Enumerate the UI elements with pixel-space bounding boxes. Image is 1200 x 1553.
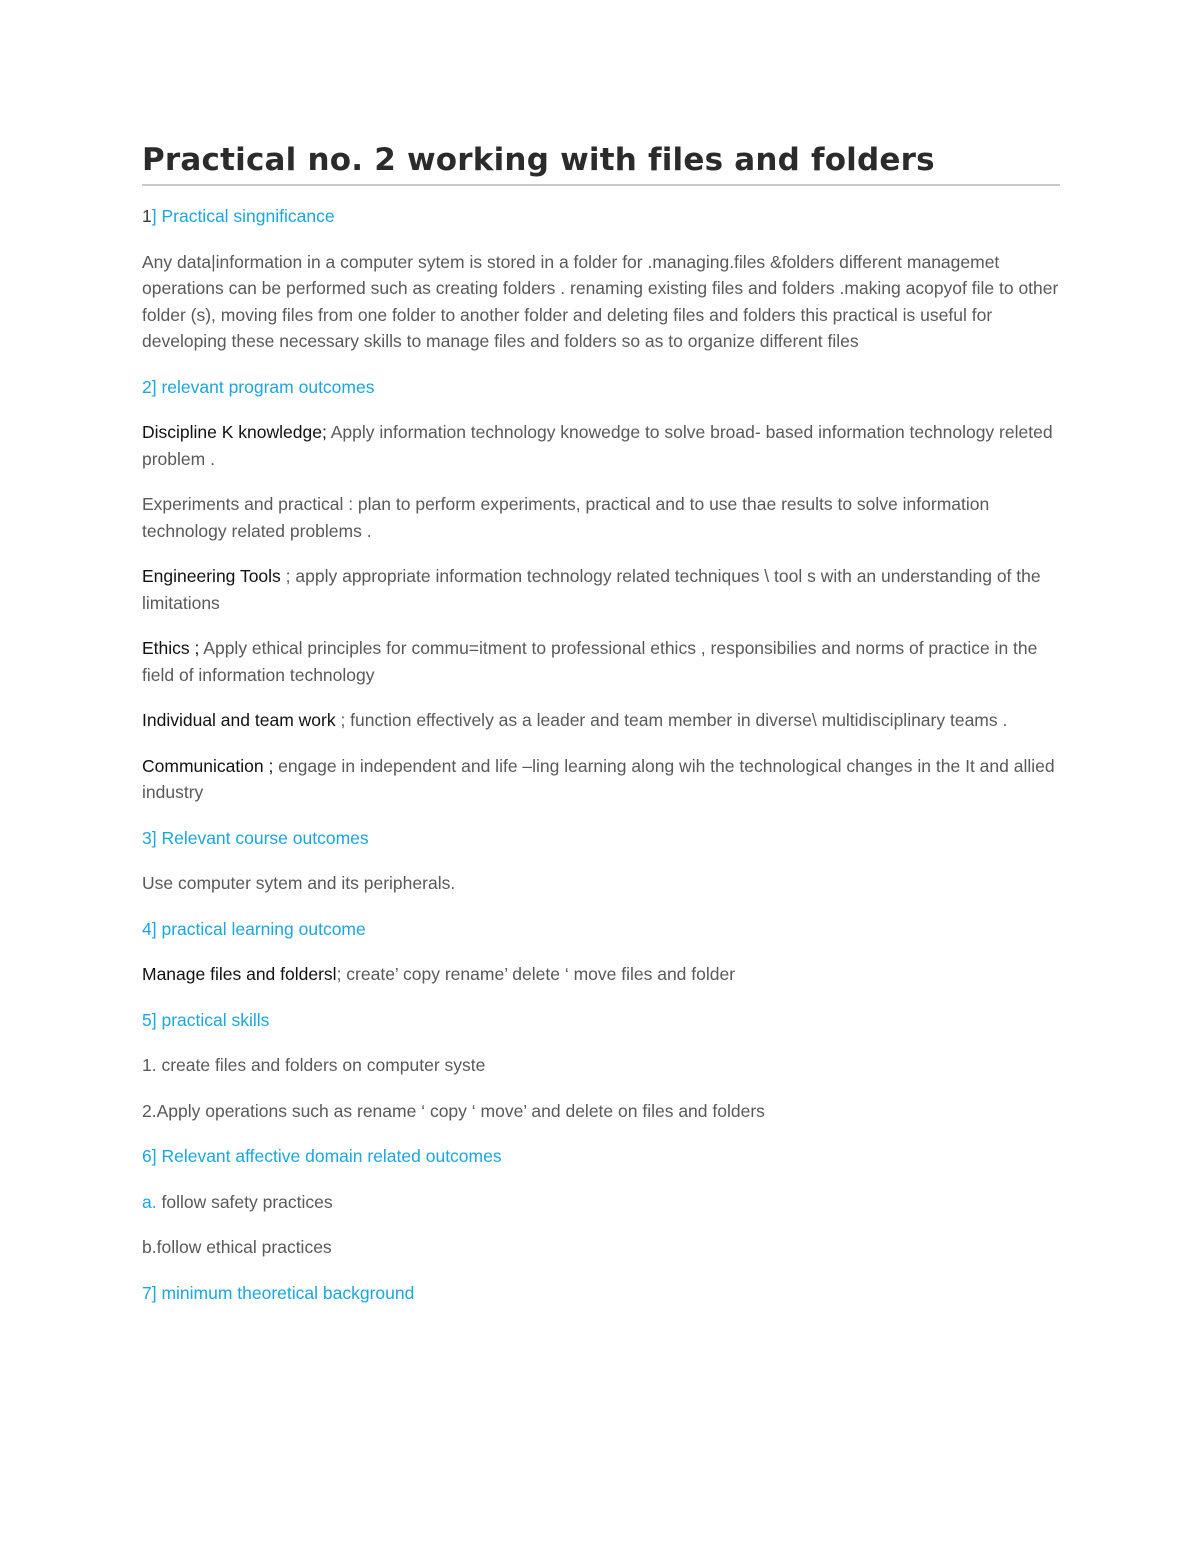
item-marker: a. <box>142 1191 157 1212</box>
paragraph-practical-significance: Any data|information in a computer sytem is stored in a folder for .managing.files &folders different managemet operations can be performed such as creating folders . renaming existing files and folders .making acopyof file to other folder (s), moving files from one folder to another folder and deleting files and folders this practical is useful for developing these necessary skills to manage files and folders so as to organize different files <box>142 251 1059 351</box>
paragraph-course-outcomes: Use computer sytem and its peripherals. <box>142 873 456 893</box>
section-heading-6: 6] Relevant affective domain related outcomes <box>142 1146 502 1166</box>
section-heading-1 <box>142 203 1060 230</box>
affective-item-a <box>142 1189 1060 1216</box>
outcome-term: Individual and team work <box>142 710 336 730</box>
outcome-text: ; function effectively as a leader and team member in diverse\ multidisciplinary teams . <box>335 710 1008 730</box>
section-heading-text: ] Practical singnificance <box>151 206 335 226</box>
outcome-text: Apply ethical principles for commu=itment to professional ethics , responsibilies and norms of practice in the field of information technology <box>142 638 1038 685</box>
skill-item-1: 1. create files and folders on computer syste <box>142 1055 486 1075</box>
section-heading-3: 3] Relevant course outcomes <box>142 827 369 848</box>
section-heading-2: 2] relevant program outcomes <box>142 376 375 397</box>
program-outcome-team-work <box>142 707 1060 734</box>
paragraph-learning-outcome <box>142 961 1060 988</box>
program-outcome-engineering-tools <box>142 563 1060 616</box>
outcome-term: Communication ; <box>142 755 274 776</box>
outcome-term: Engineering Tools <box>142 566 286 586</box>
outcome-text: ; apply appropriate information technology related techniques \ tool s with an understanding of the limitations <box>142 566 1041 613</box>
program-outcome-ethics <box>142 635 1060 688</box>
affective-item-b: b.follow ethical practices <box>142 1237 332 1257</box>
outcome-text: engage in independent and life –ling learning along wih the technological changes in the It and allied industry <box>142 755 1055 802</box>
program-outcome-discipline <box>142 419 1060 472</box>
section-heading-7: 7] minimum theoretical background <box>142 1282 415 1303</box>
outcome-text: Experiments and practical : plan to perform experiments, practical and to use thae results to solve information technology related problems . <box>142 494 990 541</box>
outcome-text: Apply information technology knowedge to solve broad- based information technology releted problem . <box>142 422 1053 469</box>
program-outcome-experiments <box>142 491 1060 544</box>
outcome-term: Ethics ; <box>142 638 200 658</box>
outcome-text: ; create’ copy rename’ delete ‘ move files and folder <box>336 964 736 984</box>
section-heading-4: 4] practical learning outcome <box>142 918 366 939</box>
skill-item-2: 2.Apply operations such as rename ‘ copy ‘ move’ and delete on files and folders <box>142 1100 765 1121</box>
item-text: follow safety practices <box>156 1191 333 1212</box>
page-title: Practical no. 2 working with files and folders <box>142 140 1060 186</box>
document-page <box>142 140 1060 1325</box>
outcome-term: Manage files and foldersl <box>142 964 337 984</box>
section-number: 1 <box>142 206 152 226</box>
section-heading-5: 5] practical skills <box>142 1009 270 1030</box>
program-outcome-communication <box>142 753 1060 806</box>
outcome-term: Discipline K knowledge; <box>142 422 327 442</box>
